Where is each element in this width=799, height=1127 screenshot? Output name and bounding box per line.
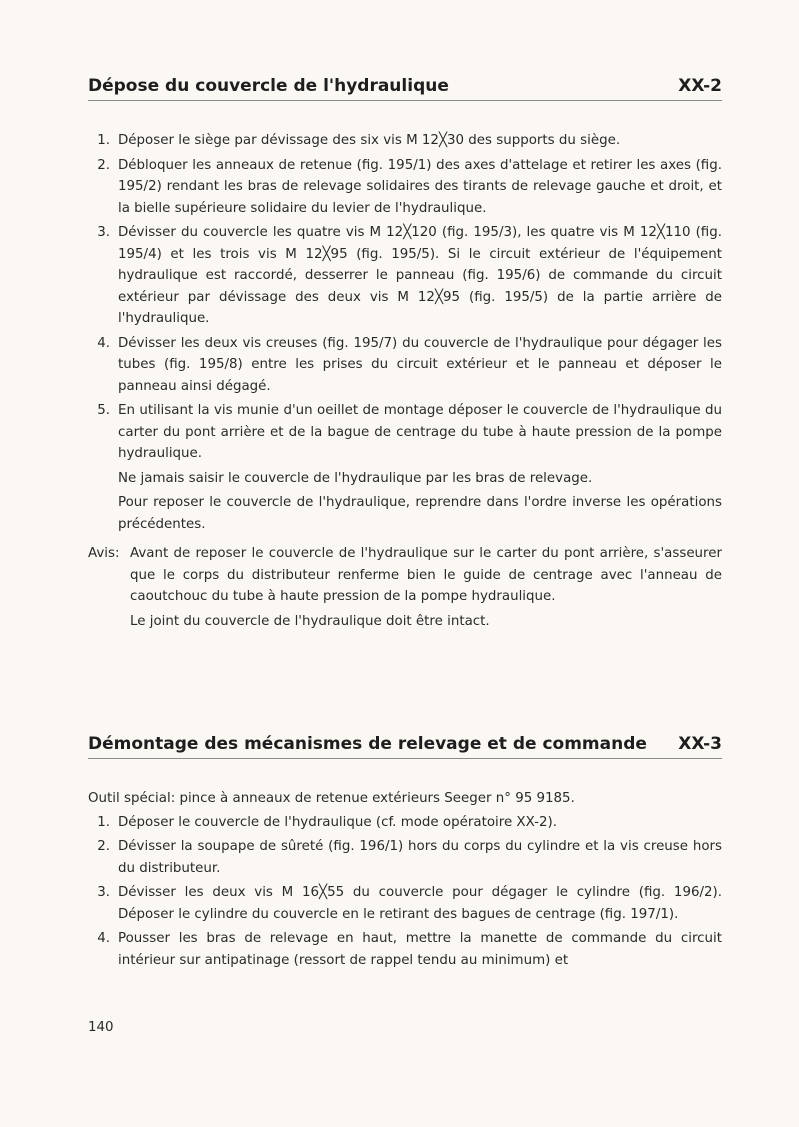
item-text: Dévisser les deux vis creuses (fig. 195/7) du couvercle de l'hydraulique pour dégager les tubes (fig. 195/8) entre les prises du circuit extérieur et le panneau et déposer le panneau ainsi dégagé. bbox=[118, 335, 722, 394]
list-item bbox=[88, 130, 722, 152]
item-number: 2. bbox=[97, 839, 110, 854]
special-tool-line: Outil spécial: pince à anneaux de retenue extérieurs Seeger n° 95 9185. bbox=[88, 791, 575, 806]
list-item bbox=[88, 882, 722, 925]
section-body bbox=[88, 130, 722, 635]
note-paragraph: Pour reposer le couvercle de l'hydraulique, reprendre dans l'ordre inverse les opérations précédentes. bbox=[118, 495, 722, 532]
item-number: 4. bbox=[97, 335, 110, 351]
item-number: 3. bbox=[97, 885, 110, 900]
section-title: Dépose du couvercle de l'hydraulique bbox=[88, 76, 449, 96]
section-body bbox=[88, 788, 722, 974]
section-title: Démontage des mécanismes de relevage et de commande bbox=[88, 734, 647, 754]
avis-paragraph: Avant de reposer le couvercle de l'hydraulique sur le carter du pont arrière, s'asseurer que le corps du distributeur renferme bien le guide de centrage avec l'anneau de caoutchouc du tube à haute pression de la pompe hydraulique. bbox=[130, 546, 722, 604]
section-header bbox=[88, 76, 722, 101]
item-text: Déposer le siège par dévissage des six vis M 12╳30 des supports du siège. bbox=[118, 133, 621, 148]
item-number: 2. bbox=[97, 157, 110, 173]
section-code: XX-2 bbox=[678, 76, 722, 96]
list-item bbox=[88, 836, 722, 879]
page-number: 140 bbox=[88, 1020, 114, 1035]
list-item bbox=[88, 928, 722, 971]
section-code: XX-3 bbox=[678, 734, 722, 754]
item-number: 1. bbox=[97, 814, 110, 830]
item-number: 1. bbox=[97, 133, 110, 148]
avis-paragraph: Le joint du couvercle de l'hydraulique doit être intact. bbox=[130, 613, 490, 629]
avis-label: Avis: bbox=[88, 546, 120, 561]
item-text: Dévisser la soupape de sûreté (fig. 196/1) hors du corps du cylindre et la vis creuse hors du distributeur. bbox=[118, 839, 722, 876]
item-text: Déposer le couvercle de l'hydraulique (cf. mode opératoire XX-2). bbox=[118, 814, 557, 830]
item-text: Débloquer les anneaux de retenue (fig. 195/1) des axes d'attelage et retirer les axes (fig. 195/2) rendant les bras de relevage solidaires des tirants de relevage gauche et droit, et la bielle supérieure solidaire du levier de l'hydraulique. bbox=[118, 157, 722, 216]
item-text: Dévisser les deux vis M 16╳55 du couvercle pour dégager le cylindre (fig. 196/2). Déposer le cylindre du couvercle en le retirant des bagues de centrage (fig. 197/1). bbox=[118, 885, 722, 922]
list-item bbox=[88, 333, 722, 398]
list-item bbox=[88, 400, 722, 465]
list-item bbox=[88, 222, 722, 330]
item-number: 5. bbox=[97, 403, 110, 418]
list-item bbox=[88, 812, 722, 834]
note-paragraph: Ne jamais saisir le couvercle de l'hydraulique par les bras de relevage. bbox=[118, 470, 593, 486]
avis-block bbox=[88, 543, 722, 635]
item-number: 3. bbox=[97, 225, 110, 240]
item-number: 4. bbox=[97, 931, 110, 946]
item-text: Pousser les bras de relevage en haut, mettre la manette de commande du circuit intérieur sur antipatinage (ressort de rappel tendu au minimum) et bbox=[118, 931, 722, 968]
item-text: Dévisser du couvercle les quatre vis M 12╳120 (fig. 195/3), les quatre vis M 12╳110 (fig. 195/4) et les trois vis M 12╳95 (fig. 195/5). Si le circuit extérieur de l'équipement hydraulique est raccordé, desserrer le panneau (fig. 195/6) de commande du circuit extérieur par dévissage des deux vis M 12╳95 (fig. 195/5) de la partie arrière de l'hydraulique. bbox=[118, 225, 722, 326]
list-item bbox=[88, 155, 722, 220]
avis-body bbox=[130, 543, 722, 635]
item-text: En utilisant la vis munie d'un oeillet de montage déposer le couvercle de l'hydraulique du carter du pont arrière et de la bague de centrage du tube à haute pression de la pompe hydraulique. bbox=[118, 403, 722, 461]
section-header bbox=[88, 734, 722, 759]
